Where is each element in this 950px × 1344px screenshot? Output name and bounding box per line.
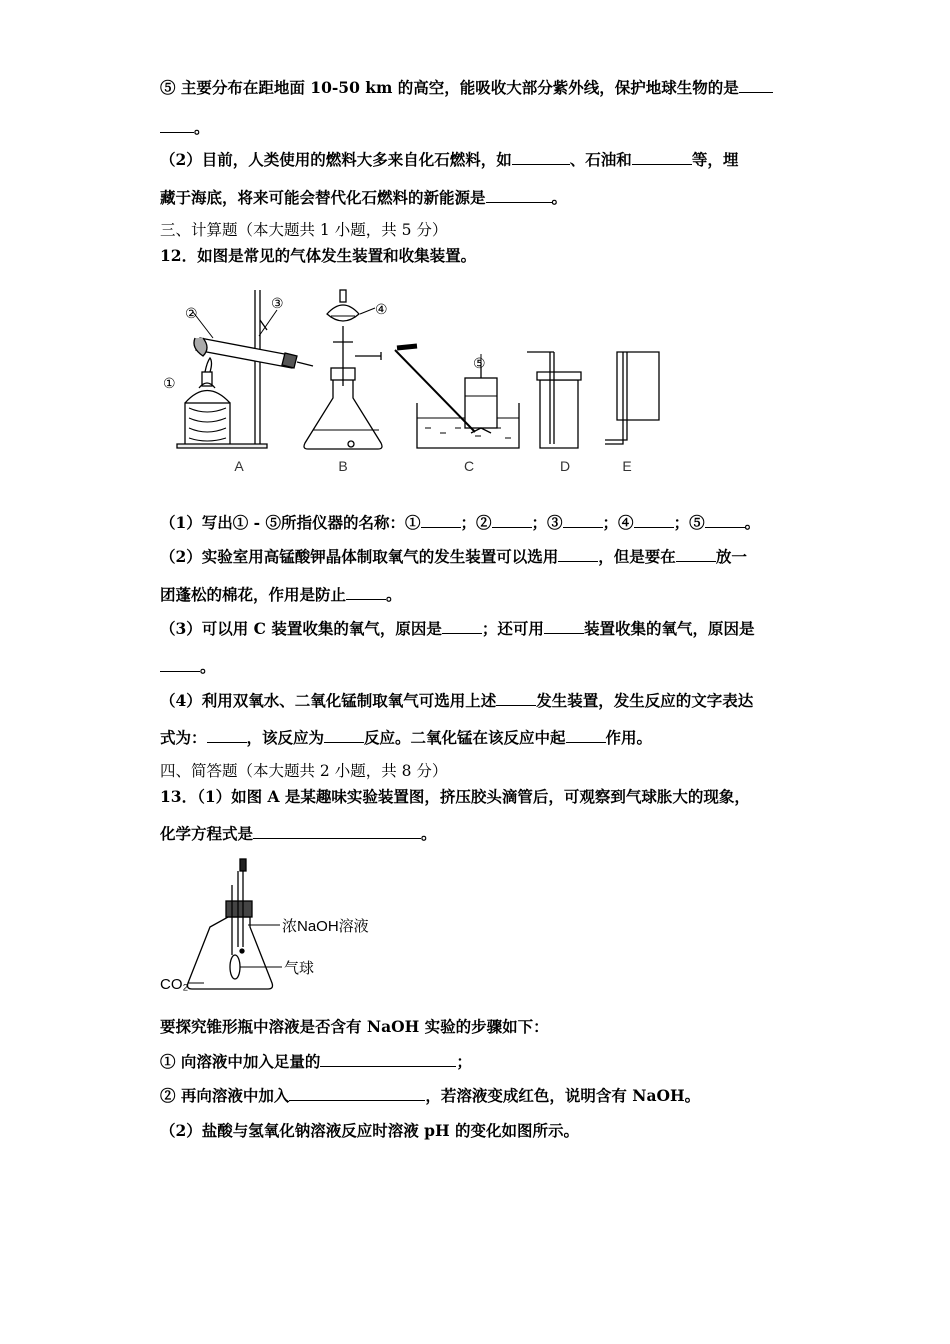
q12-part3-line2 [160,655,790,678]
apparatus-d [527,352,581,448]
marker-5: ⑤ [473,355,486,371]
q13-flask-figure [158,855,398,1003]
section-4-title: 四、简答题（本大题共 2 小题，共 8 分） [160,762,448,780]
q13-part1-text: 。 [421,824,437,843]
answer-blank[interactable] [566,726,606,743]
label-naoh: 浓NaOH溶液 [282,918,369,935]
marker-1: ① [163,375,176,391]
q12-part2-line2 [160,583,790,606]
q13-step2-text: ，若溶液变成红色，说明含有 NaOH。 [425,1086,701,1105]
answer-blank[interactable] [421,511,461,528]
q11-part2-text: 藏于海底，将来可能会替代化石燃料的新能源是 [160,188,486,207]
q12-part1-text: 。 [744,513,761,532]
answer-blank[interactable] [632,148,692,165]
q11-part2-line2 [160,186,790,209]
label-e: E [622,458,632,474]
label-d: D [559,458,571,474]
answer-blank[interactable] [512,148,570,165]
q11-item5-text: ⑤ 主要分布在距地面 10-50 km 的高空，能吸收大部分紫外线，保护地球生物的是 [160,78,739,97]
q13-part1-line1: 13．（1）如图 A 是某趣味实验装置图，挤压胶头滴管后，可观察到气球胀大的现象， [160,787,750,806]
q12-part2-line1 [160,545,790,568]
q12-part3-text: ；还可用 [481,619,544,638]
answer-blank[interactable] [207,726,247,743]
q12-part4-text: 反应。二氧化锰在该反应中起 [364,728,566,747]
q11-item5-line [160,76,790,99]
answer-blank[interactable] [676,545,716,562]
answer-blank[interactable] [320,1050,456,1067]
q11-part2-text: 、石油和 [569,150,632,169]
q12-part2-text: 放一 [715,547,747,566]
marker-3: ③ [271,295,284,311]
q12-part4-text: 作用。 [605,728,653,747]
q12-part3-text: 装置收集的氧气，原因是 [583,619,755,638]
apparatus-e [605,352,659,444]
q12-part4-text: 发生装置，发生反应的文字表达 [536,691,754,710]
answer-blank[interactable] [346,583,386,600]
q13-part2: （2）盐酸与氢氧化钠溶液反应时溶液 pH 的变化如图所示。 [160,1121,580,1140]
q11-item5-line2 [160,116,790,139]
q13-steps-intro: 要探究锥形瓶中溶液是否含有 NaOH 实验的步骤如下： [160,1017,549,1036]
q12-apparatus-figure [155,278,675,483]
q12-part1-text: ；④ [602,513,634,532]
label-co2: CO₂ [160,976,189,993]
label-a: A [234,458,244,474]
q13-step1-text: ① 向溶液中加入足量的 [160,1052,321,1071]
answer-blank[interactable] [634,511,674,528]
answer-blank[interactable] [442,617,482,634]
q12-part4-text: 式为： [160,728,207,747]
answer-blank[interactable] [160,116,194,133]
answer-blank[interactable] [289,1084,425,1101]
answer-blank[interactable] [544,617,584,634]
q13-part1-line2 [160,822,790,845]
apparatus-c [395,346,519,448]
q12-part1 [160,511,790,534]
q12-part4-text: （4）利用双氧水、二氧化锰制取氧气可选用上述 [160,691,497,710]
q11-part2-text: 。 [551,188,568,207]
marker-4: ④ [375,301,388,317]
label-c: C [463,458,475,474]
q12-part2-text: ，但是要在 [598,547,676,566]
answer-blank[interactable] [705,511,745,528]
answer-blank[interactable] [324,726,364,743]
q12-part1-text: ；② [460,513,492,532]
answer-blank[interactable] [492,511,532,528]
q12-part4-text: ，该反应为 [246,728,325,747]
apparatus-b [304,290,382,449]
q12-part3-line1 [160,617,790,640]
q12-stem: 12．如图是常见的气体发生装置和收集装置。 [160,246,477,265]
q13-part1-text: 化学方程式是 [160,824,254,843]
q12-part2-text: 。 [386,585,402,604]
marker-2: ② [185,305,198,321]
section-3-title: 三、计算题（本大题共 1 小题，共 5 分） [160,221,448,239]
label-balloon: 气球 [284,960,315,977]
q12-part2-text: （2）实验室用高锰酸钾晶体制取氧气的发生装置可以选用 [160,547,559,566]
answer-blank[interactable] [253,822,421,839]
answer-blank[interactable] [486,186,552,203]
answer-blank[interactable] [496,689,536,706]
q12-part3-text: 。 [200,657,216,676]
q13-step1 [160,1050,790,1073]
answer-blank[interactable] [558,545,598,562]
label-b: B [338,458,348,474]
q12-part4-line1 [160,689,790,712]
q13-step2-text: ② 再向溶液中加入 [160,1086,290,1105]
q11-part2-line1 [160,148,790,171]
q12-part4-line2 [160,726,790,749]
q12-part1-text: ；③ [531,513,563,532]
q12-part3-text: （3）可以用 C 装置收集的氧气，原因是 [160,619,442,638]
q12-part2-text: 团蓬松的棉花，作用是防止 [160,585,347,604]
q11-part2-text: 等，埋 [691,150,739,169]
q11-part2-text: （2）目前，人类使用的燃料大多来自化石燃料，如 [160,150,512,169]
answer-blank[interactable] [563,511,603,528]
q12-part1-text: ；⑤ [673,513,705,532]
answer-blank[interactable] [739,76,773,93]
q11-item5-end: 。 [194,118,210,137]
q13-step2 [160,1084,790,1107]
q12-part1-text: （1）写出① - ⑤所指仪器的名称：① [160,513,421,532]
answer-blank[interactable] [160,655,200,672]
q13-step1-text: ； [456,1052,472,1071]
